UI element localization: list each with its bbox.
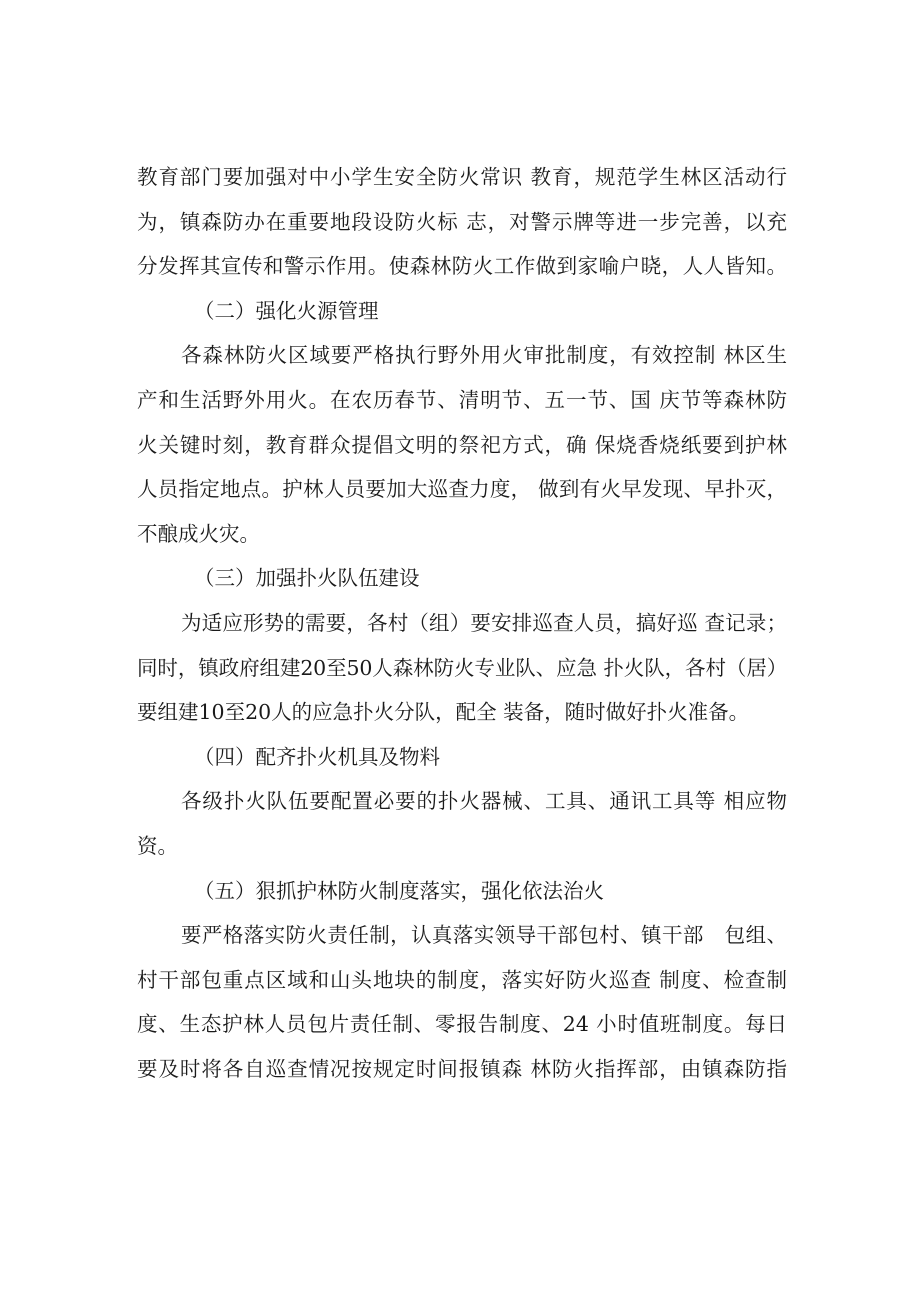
paragraph-line: 度、生态护林人员包片责任制、零报告制度、24 小时值班制度。每日 [137, 1012, 787, 1037]
paragraph-line: 人员指定地点。护林人员要加大巡查力度， 做到有火早发现、早扑灭， [137, 477, 787, 502]
paragraph-line: 分发挥其宣传和警示作用。使森林防火工作做到家喻户晓，人人皆知。 [137, 254, 787, 279]
paragraph-line: 要组建10至20人的应急扑火分队，配全 装备，随时做好扑火准备。 [137, 700, 750, 725]
paragraph-line: 各级扑火队伍要配置必要的扑火器械、工具、通讯工具等 相应物 [181, 789, 787, 814]
paragraph-line: 村干部包重点区域和山头地块的制度，落实好防火巡查 制度、检查制 [137, 967, 787, 992]
section-heading: （二）强化火源管理 [194, 298, 379, 323]
paragraph-line: 同时，镇政府组建20至50人森林防火专业队、应急 扑火队，各村（居） [137, 655, 787, 680]
paragraph-line: 不酿成火灾。 [137, 521, 260, 546]
paragraph-line: 要及时将各自巡查情况按规定时间报镇森 林防火指挥部，由镇森防指 [137, 1056, 787, 1081]
section-heading: （五）狠抓护林防火制度落实，强化依法治火 [194, 878, 604, 903]
paragraph-line: 火关键时刻，教育群众提倡文明的祭祀方式，确 保烧香烧纸要到护林 [137, 432, 787, 457]
paragraph-line: 产和生活野外用火。在农历春节、清明节、五一节、国 庆节等森林防 [137, 387, 787, 412]
paragraph-line: 教育部门要加强对中小学生安全防火常识 教育，规范学生林区活动行 [137, 165, 787, 189]
paragraph-line: 为适应形势的需要，各村（组）要安排巡查人员，搞好巡 查记录； [181, 610, 787, 635]
paragraph-line: 各森林防火区域要严格执行野外用火审批制度，有效控制 林区生 [181, 343, 787, 368]
section-heading: （四）配齐扑火机具及物料 [194, 744, 440, 769]
paragraph-line: 资。 [137, 833, 178, 858]
section-heading: （三）加强扑火队伍建设 [194, 566, 420, 591]
paragraph-line: 要严格落实防火责任制，认真落实领导干部包村、镇干部 包组、 [181, 923, 787, 948]
paragraph-line: 为，镇森防办在重要地段设防火标 志，对警示牌等进一步完善，以充 [137, 209, 787, 234]
document-body [137, 155, 787, 1091]
